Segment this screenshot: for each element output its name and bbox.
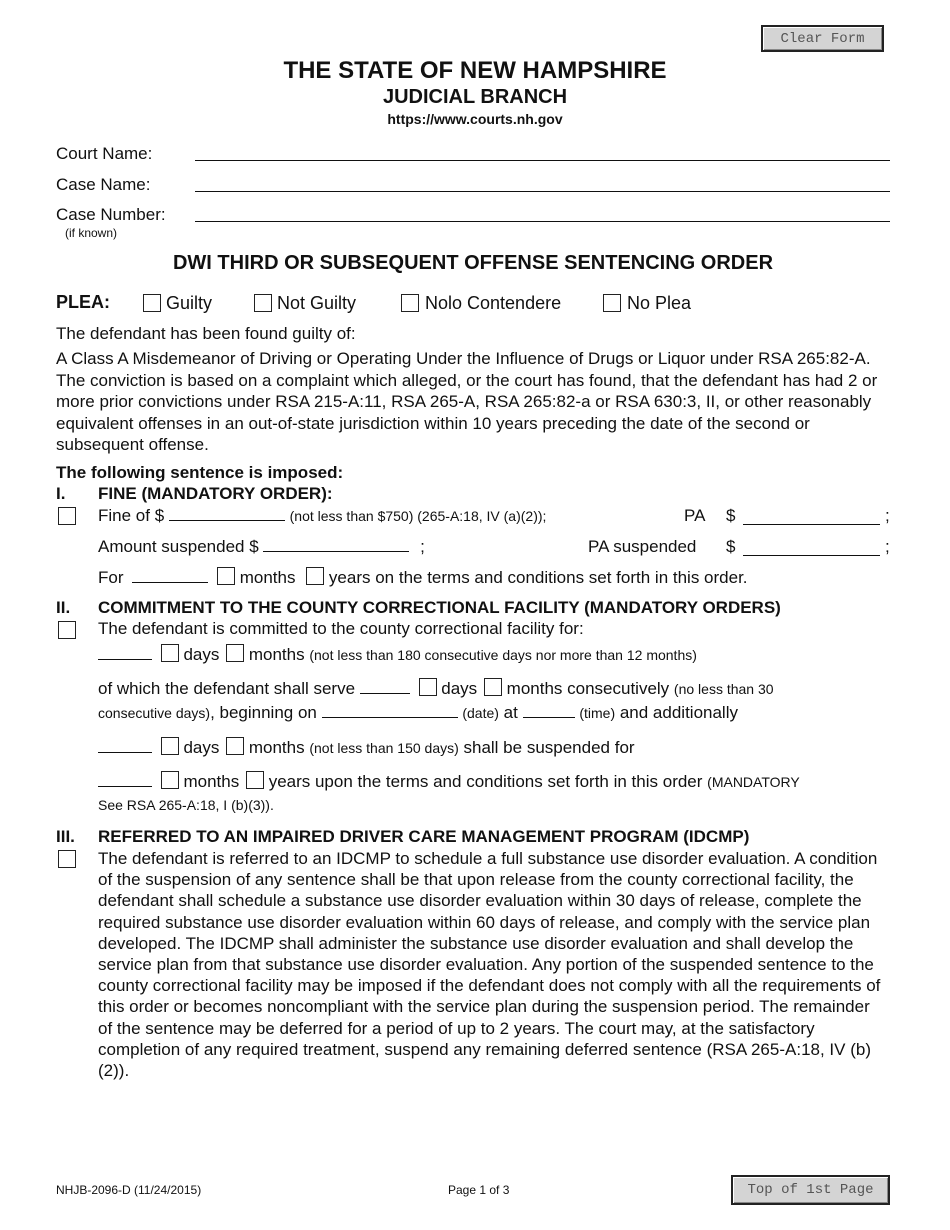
amount-suspended-line [98,537,425,557]
pa-label: PA [684,506,706,525]
clear-form-button[interactable]: Clear Form [761,25,884,52]
section3-number: III. [56,827,75,846]
suspended-months-checkbox[interactable] [226,737,244,755]
pa-semicolon: ; [885,506,890,525]
suspension-period-line [98,771,800,792]
fine-amount-input[interactable] [169,506,285,521]
begin-time-input[interactable] [523,703,575,718]
for-months-checkbox[interactable] [217,567,235,585]
commit-days-label: days [183,645,220,664]
plea-nolo-checkbox[interactable] [401,294,419,312]
plea-none-label: No Plea [627,293,692,313]
note-150: (not less than 150 days) [309,740,459,756]
amount-suspended-input[interactable] [263,537,409,552]
case-number-input[interactable] [195,221,890,222]
serve-term-input[interactable] [360,679,410,694]
no-less-30-note: (no less than 30 [673,681,774,697]
case-number-label: Case Number: [56,205,166,224]
section3-heading: REFERRED TO AN IMPAIRED DRIVER CARE MANAGEMENT PROGRAM (IDCMP) [98,827,750,846]
pa-suspended-input[interactable] [743,555,880,556]
note-180: (not less than 180 consecutive days nor more than 12 months) [309,647,697,663]
commit-days-checkbox[interactable] [161,644,179,662]
plea-none-checkbox[interactable] [603,294,621,312]
form-title: DWI THIRD OR SUBSEQUENT OFFENSE SENTENCING ORDER [172,252,774,274]
and-additionally-label: and additionally [619,703,738,722]
pa-suspended-label: PA suspended [588,537,697,556]
fine-of-label: Fine of $ [98,506,165,525]
suspension-period-input[interactable] [98,772,152,787]
suspended-days-label: days [183,738,220,757]
section1-checkbox[interactable] [58,507,76,525]
pa-suspended-dollar: $ [726,537,736,556]
section3-checkbox[interactable] [58,850,76,868]
suspension-months-label: months [183,772,240,791]
section2-number: II. [56,598,71,617]
case-name-input[interactable] [195,191,890,192]
court-name-input[interactable] [195,160,890,161]
suspended-for-label: shall be suspended for [463,738,635,757]
plea-not-guilty-checkbox[interactable] [254,294,272,312]
pa-suspended-semicolon: ; [885,537,890,556]
suspension-years-checkbox[interactable] [246,771,264,789]
for-period-input[interactable] [132,568,208,583]
beginning-on-label: , beginning on [210,703,317,722]
section3-body: The defendant is referred to an IDCMP to schedule a full substance use disorder evaluation. A condition of the suspension of any sentence shall be that upon release from the county correctional facility, the defendant shall schedule a substance use disorder evaluation within 30 days of release, complete the required substance use disorder evaluation within 60 days of release, and comply with the service plan developed. The IDCMP shall administer the substance use disorder evaluation and shall develop the service plan from that substance use disorder evaluation. Any portion of the suspended sentence to the county correctional facility may be imposed if the defendant does not comply with all the requirements of this order or becomes noncompliant with the service plan during the suspension period. The remainder of the sentence may be deferred for a period of up to 2 years. The court may, at the satisfactory completion of any required treatment, suspend any remaining deferred sentence (RSA 265-A:18, IV (b) (2)). [98,849,881,1081]
plea-guilty-checkbox[interactable] [143,294,161,312]
beginning-line [98,703,738,723]
branch-title: JUDICIAL BRANCH [382,86,568,108]
time-note: (time) [579,705,616,721]
commit-months-checkbox[interactable] [226,644,244,662]
page-number: Page 1 of 3 [448,1183,510,1197]
case-name-label: Case Name: [56,175,151,194]
fine-terms-line [98,567,748,588]
suspended-term-input[interactable] [98,738,152,753]
consecutive-days-note: consecutive days) [98,705,211,721]
offense-paragraph: A Class A Misdemeanor of Driving or Operating Under the Influence of Drugs or Liquor under RSA 265:82-A. The conviction is based on a complaint which alleged, or the court has found, that the defendant has had 2 or more prior convictions under RSA 215-A:11, RSA 265-A, RSA 265:82-a or RSA 630:3, II, or other reasonably equivalent offenses in an out-of-state jurisdiction within 10 years preceding the date of the second or subsequent offense. [56,349,878,455]
plea-not-guilty-label: Not Guilty [277,293,357,313]
if-known-note: (if known) [65,226,118,240]
court-name-label: Court Name: [56,144,153,163]
found-guilty-text: The defendant has been found guilty of: [56,324,356,343]
committed-text: The defendant is committed to the county correctional facility for: [98,619,584,638]
suspended-line [98,737,635,758]
commit-term-input[interactable] [98,645,152,660]
suspended-days-checkbox[interactable] [161,737,179,755]
suspended-months-label: months [248,738,305,757]
sentence-imposed-heading: The following sentence is imposed: [56,463,344,482]
amount-suspended-semicolon: ; [420,537,425,556]
form-id: NHJB-2096-D (11/24/2015) [56,1183,202,1197]
for-years-checkbox[interactable] [306,567,324,585]
for-months-label: months [239,568,296,587]
state-title: THE STATE OF NEW HAMPSHIRE [283,57,667,84]
section2-heading: COMMITMENT TO THE COUNTY CORRECTIONAL FACILITY (MANDATORY ORDERS) [98,598,781,617]
see-rsa-note: See RSA 265-A:18, I (b)(3)). [98,797,274,813]
pa-amount-input[interactable] [743,524,880,525]
amount-suspended-label: Amount suspended $ [98,537,259,556]
court-url: https://www.courts.nh.gov [387,111,563,127]
fine-line [98,506,546,526]
of-which-label: of which the defendant shall serve [98,679,356,698]
fine-note: (not less than $750) (265-A:18, IV (a)(2)); [289,508,547,524]
years-upon-label: years upon the terms and conditions set forth in this order [268,772,703,791]
section1-number: I. [56,484,66,503]
top-of-page-button[interactable]: Top of 1st Page [731,1175,890,1205]
section1-heading: FINE (MANDATORY ORDER): [98,484,333,503]
pa-dollar: $ [726,506,736,525]
begin-date-input[interactable] [322,703,458,718]
section2-checkbox[interactable] [58,621,76,639]
date-note: (date) [462,705,499,721]
at-label: at [503,703,518,722]
serve-line [98,678,774,699]
suspension-months-checkbox[interactable] [161,771,179,789]
serve-months-checkbox[interactable] [484,678,502,696]
years-terms-label: years on the terms and conditions set forth in this order. [328,568,748,587]
serve-days-label: days [441,679,478,698]
months-consecutively-label: months consecutively [506,679,670,698]
commit-months-label: months [248,645,305,664]
plea-guilty-label: Guilty [166,293,213,313]
for-label: For [98,568,124,587]
plea-nolo-label: Nolo Contendere [425,293,562,313]
commit-term-line [98,644,697,665]
serve-days-checkbox[interactable] [419,678,437,696]
mandatory-note: (MANDATORY [707,774,800,790]
plea-label: PLEA: [56,292,110,312]
